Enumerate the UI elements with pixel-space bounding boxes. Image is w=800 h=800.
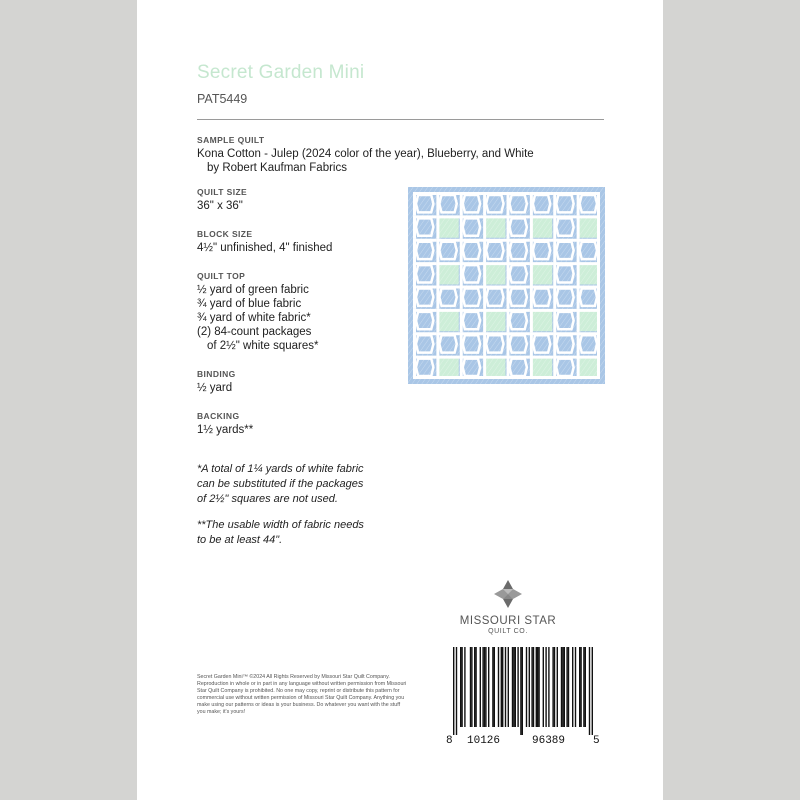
block-size-label: BLOCK SIZE (197, 229, 253, 239)
note-line: of 2½" squares are not used. (197, 493, 338, 505)
note-line: to be at least 44". (197, 534, 283, 546)
barcode-bar (529, 647, 530, 727)
barcode-bar (505, 647, 506, 727)
note-line: can be substituted if the packages (197, 478, 364, 490)
barcode-bar (512, 647, 513, 727)
sample-quilt-line-2: by Robert Kaufman Fabrics (207, 162, 347, 174)
barcode-bar (464, 647, 465, 727)
barcode-bar (575, 647, 576, 727)
barcode-bar (494, 647, 495, 727)
note-line: **The usable width of fabric needs (197, 519, 364, 531)
barcode-bar (485, 647, 486, 727)
quilt-size-value: 36" x 36" (197, 200, 243, 212)
quilt-top-section (197, 271, 318, 353)
barcode-bar (515, 647, 516, 727)
quilt-image (408, 187, 605, 384)
backing-section (197, 411, 253, 437)
block-size-section (197, 229, 332, 255)
barcode-bar (561, 647, 562, 727)
barcode-bar (508, 647, 509, 727)
binding-section (197, 369, 236, 395)
barcode-bar (501, 647, 502, 727)
barcode-bar (484, 647, 485, 727)
barcode-bar (526, 647, 527, 727)
barcode-bar (554, 647, 555, 727)
pattern-back-sheet (137, 0, 663, 800)
quilt-top-item: ¾ yard of blue fabric (197, 298, 302, 310)
barcode-bar (517, 647, 518, 727)
pattern-title: Secret Garden Mini (197, 62, 365, 83)
barcode-bar (583, 647, 584, 727)
barcode (443, 647, 603, 747)
star-icon (494, 580, 522, 608)
note-line: *A total of 1¼ yards of white fabric (197, 463, 364, 475)
barcode-bar (557, 647, 558, 727)
quilt-top-label: QUILT TOP (197, 271, 246, 281)
barcode-bar (562, 647, 563, 727)
barcode-bar (536, 647, 537, 727)
barcode-bar (513, 647, 514, 727)
barcode-bar (488, 647, 489, 727)
copyright-notice: Secret Garden Mini™ ©2024 All Rights Reserved by Missouri Star Quilt Company. Reproduction in whole or in part in any language without written permission from Missouri Star Quilt Company is prohibited. No one may copy, reprint or distribute this pattern for commercial use without written permission of Missouri Star Quilt Company. Anything you make using our patterns or ideas is your business. Do whatever you want with the stuff you make; it's yours! (197, 674, 407, 716)
divider (197, 119, 604, 120)
quilt-top-item: (2) 84-count packages (197, 326, 312, 338)
white-fabric-note (197, 462, 364, 507)
barcode-bar (470, 647, 471, 727)
barcode-digit: 5 (593, 735, 600, 747)
backing-value: 1½ yards** (197, 424, 254, 436)
barcode-bar (585, 647, 586, 727)
sample-quilt-line-1: Kona Cotton - Julep (2024 color of the year), Blueberry, and White (197, 148, 534, 160)
barcode-bar (538, 647, 539, 727)
barcode-bar (568, 647, 569, 727)
barcode-digit: 96389 (532, 735, 566, 747)
barcode-bar (579, 647, 580, 727)
barcode-bar (531, 647, 532, 727)
logo-sub: QUILT CO. (488, 628, 528, 635)
barcode-bar (498, 647, 499, 727)
barcode-bar (580, 647, 581, 727)
barcode-bar (453, 647, 454, 735)
quilt-size-label: QUILT SIZE (197, 187, 248, 197)
barcode-bar (502, 647, 503, 727)
barcode-bar (545, 647, 546, 727)
barcode-bar (456, 647, 457, 735)
barcode-bar (474, 647, 475, 727)
quilt-size-section (197, 187, 247, 213)
barcode-bar (572, 647, 573, 727)
barcode-bar (520, 647, 521, 735)
barcode-bar (475, 647, 476, 727)
barcode-bar (548, 647, 549, 727)
barcode-bar (480, 647, 481, 727)
binding-value: ½ yard (197, 382, 233, 394)
barcode-bar (566, 647, 567, 727)
barcode-bar (471, 647, 472, 727)
logo-name: MISSOURI STAR (459, 615, 557, 627)
backing-label: BACKING (197, 411, 240, 421)
barcode-digit: 10126 (467, 735, 501, 747)
barcode-bar (460, 647, 461, 727)
binding-label: BINDING (197, 369, 236, 379)
barcode-bar (592, 647, 593, 735)
quilt-top-item: ¾ yard of white fabric* (197, 312, 311, 324)
barcode-bar (482, 647, 483, 727)
missouri-star-logo (440, 580, 576, 635)
barcode-bar (589, 647, 590, 735)
barcode-bar (492, 647, 493, 727)
quilt-top-item: of 2½" white squares* (207, 340, 319, 352)
barcode-bar (522, 647, 523, 735)
sample-quilt-label: SAMPLE QUILT (197, 135, 265, 145)
barcode-bar (552, 647, 553, 727)
barcode-bar (533, 647, 534, 727)
barcode-bar (537, 647, 538, 727)
quilt-top-item: ½ yard of green fabric (197, 284, 309, 296)
block-size-value: 4½" unfinished, 4" finished (197, 242, 333, 254)
barcode-digit: 8 (446, 735, 453, 747)
barcode-bar (543, 647, 544, 727)
pattern-code: PAT5449 (197, 92, 248, 106)
barcode-bar (461, 647, 462, 727)
barcode-bar (564, 647, 565, 727)
backing-width-note (197, 518, 364, 548)
sample-quilt-section (197, 135, 534, 175)
